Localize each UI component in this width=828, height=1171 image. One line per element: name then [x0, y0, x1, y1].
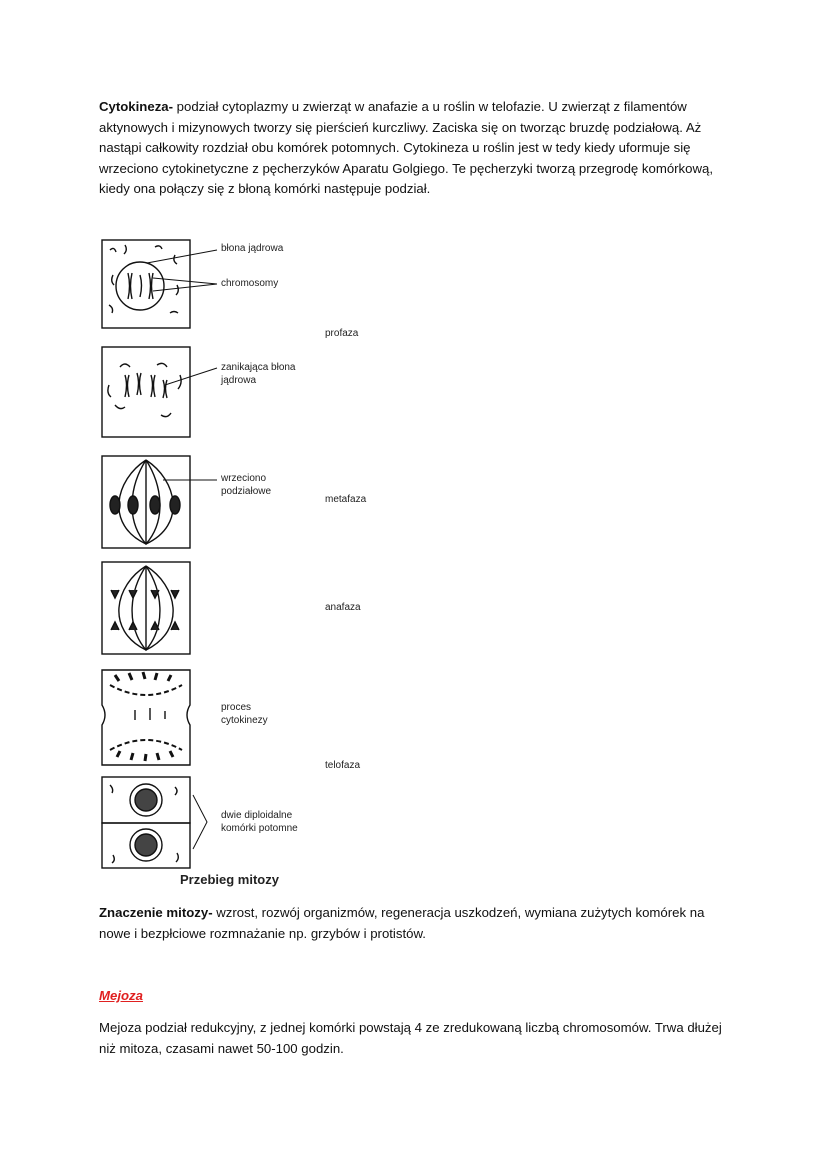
figure-caption: Przebieg mitozy: [180, 872, 279, 887]
mitosis-figure: [95, 235, 395, 895]
label-disappearing-membrane: zanikająca błona jądrowa: [221, 362, 296, 386]
label-chromosomes: chromosomy: [221, 278, 279, 289]
cytokinesis-paragraph: [99, 97, 739, 200]
label-spindle: wrzeciono podziałowe: [221, 473, 272, 497]
phase-anaphase: anafaza: [325, 602, 361, 613]
phase-prophase: profaza: [325, 328, 359, 339]
label-cytokinesis-process: proces cytokinezy: [221, 702, 268, 726]
phase-telophase: telofaza: [325, 760, 361, 771]
prophase-cell: [102, 240, 217, 328]
mitosis-significance-text: wzrost, rozwój organizmów, regeneracja uszkodzeń, wymiana zużytych komórek na nowe i bezpłciowe rozmnażanie np. grzybów i protistów.: [99, 905, 705, 941]
phase-metaphase: metafaza: [325, 494, 367, 505]
metaphase-cell: [102, 456, 217, 548]
late-prophase-cell: [102, 347, 217, 437]
cytokinesis-text: podział cytoplazmy u zwierząt w anafazie a u roślin w telofazie. U zwierząt z filamentów aktynowych i mizynowych tworzy się pierścień kurczliwy. Zaciska się on tworząc bruzdę podziałową. Aż nastąpi całkowity rozdział obu komórek potomnych. Cytokineza u roślin jest w tedy kiedy uformuje się wrzeciono cytokinetyczne z pęcherzyków Aparatu Golgiego. Te pęcherzyki tworzą przegrodę komórkową, kiedy ona połączy się z błoną komórki następuje podział.: [99, 99, 714, 196]
cytokinesis-term: Cytokineza-: [99, 99, 174, 114]
meiosis-heading: Mejoza: [99, 988, 143, 1003]
mitosis-significance-paragraph: [99, 903, 739, 944]
meiosis-paragraph: Mejoza podział redukcyjny, z jednej komórki powstają 4 ze zredukowaną liczbą chromosomów. Trwa dłużej niż mitoza, czasami nawet 50-100 godzin.: [99, 1020, 722, 1056]
label-nuclear-membrane: błona jądrowa: [221, 243, 284, 254]
anaphase-cell: [102, 562, 190, 654]
cytokinesis-cell: [102, 670, 190, 765]
label-daughter-cells: dwie diploidalne komórki potomne: [221, 810, 298, 834]
daughter-cells: [102, 777, 207, 868]
mitosis-significance-term: Znaczenie mitozy-: [99, 905, 213, 920]
